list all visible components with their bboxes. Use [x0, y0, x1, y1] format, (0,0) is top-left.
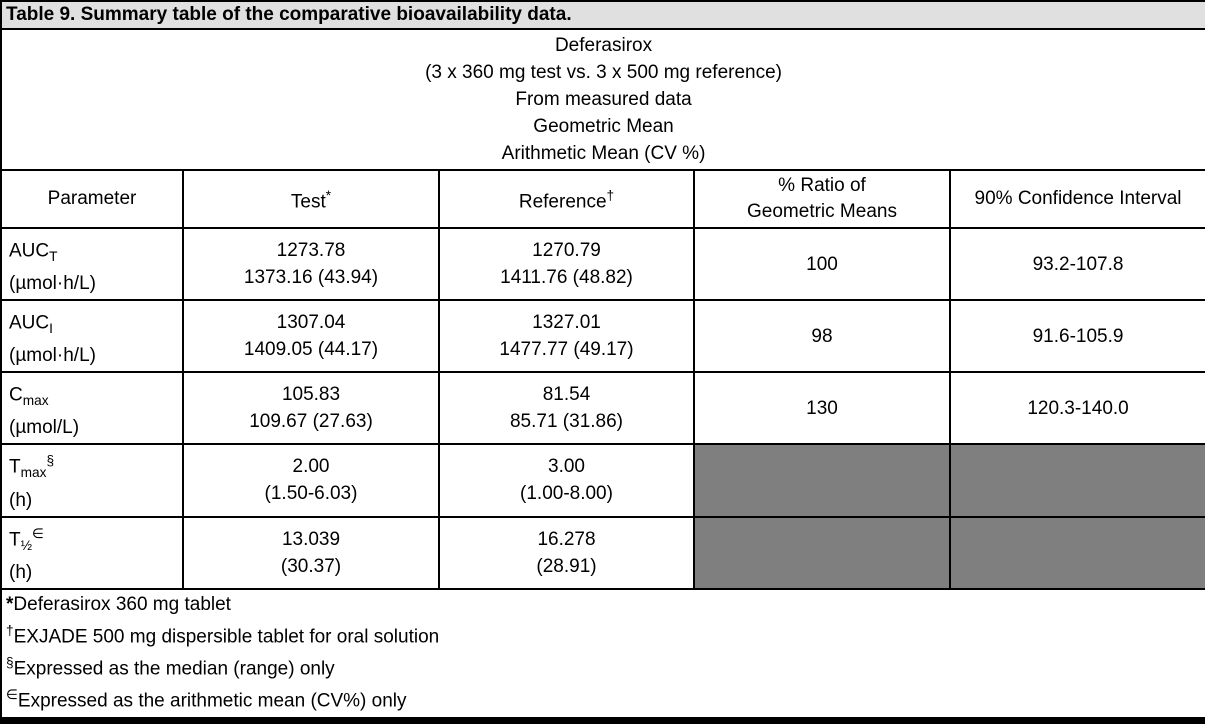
ratio-cell-shaded: [694, 517, 950, 589]
param-unit: (h): [9, 561, 33, 583]
header-line-drug: Deferasirox: [554, 35, 653, 56]
header-block: [1, 29, 1205, 170]
ratio-cell: 100: [694, 228, 950, 300]
reference-arithmetic-mean: 85.71 (31.86): [509, 411, 624, 433]
param-unit: (h): [9, 489, 33, 511]
param-sup: §: [46, 453, 55, 469]
test-cv: (30.37): [280, 555, 342, 577]
confidence-interval-cell: 120.3-140.0: [950, 372, 1205, 444]
footnote-marker-dagger: †: [6, 622, 14, 638]
footnote-marker-asterisk: *: [6, 593, 14, 615]
param-name: [9, 520, 178, 559]
param-base: AUC: [9, 240, 50, 262]
param-name: [9, 303, 178, 342]
test-arithmetic-mean: 1373.16 (43.94): [243, 267, 379, 289]
param-base: T: [9, 456, 21, 478]
param-name: [9, 375, 178, 414]
reference-cv: (28.91): [536, 555, 597, 577]
footnote-text: EXJADE 500 mg dispersible tablet for oral solution: [13, 625, 440, 647]
ratio-cell: 130: [694, 372, 950, 444]
param-sub: I: [49, 321, 53, 337]
param-name: [9, 231, 178, 270]
table-row-tmax: [1, 444, 1205, 516]
table-row-thalf: [1, 517, 1205, 589]
param-base: C: [9, 384, 23, 406]
footnote-test: [6, 592, 1201, 618]
test-cell: [183, 444, 439, 516]
reference-arithmetic-mean: 1411.76 (48.82): [500, 267, 633, 289]
reference-median: 3.00: [548, 456, 585, 478]
param-cell-auci: [1, 300, 183, 372]
col-header-ratio-line2: Geometric Means: [747, 201, 897, 222]
confidence-interval-cell-shaded: [950, 444, 1205, 516]
table-row-auci: [1, 300, 1205, 372]
reference-range: (1.00-8.00): [520, 483, 613, 505]
table-row-cmax: [1, 372, 1205, 444]
test-cell: [183, 300, 439, 372]
test-range: (1.50-6.03): [264, 483, 358, 505]
header-line-doses: (3 x 360 mg test vs. 3 x 500 mg reference): [425, 62, 782, 83]
reference-cell: [439, 300, 694, 372]
column-header-row: [1, 170, 1205, 228]
footnote-arithmetic: [6, 682, 1201, 714]
table-title-row: [1, 1, 1205, 29]
col-header-reference-label: Reference: [518, 191, 607, 213]
test-arithmetic-mean: 109.67 (27.63): [249, 411, 373, 433]
col-header-ratio-line1: % Ratio of: [778, 175, 866, 196]
footnotes-row: [1, 589, 1205, 720]
footnotes-block: [1, 589, 1205, 720]
test-cell: [183, 517, 439, 589]
header-line-source: From measured data: [515, 89, 692, 110]
reference-geometric-mean: 1270.79: [532, 240, 601, 262]
reference-footnote-marker: †: [606, 187, 615, 203]
reference-geometric-mean: 1327.01: [532, 312, 601, 334]
test-footnote-marker: *: [325, 187, 332, 203]
param-cell-cmax: [1, 372, 183, 444]
reference-cell: [439, 372, 694, 444]
col-header-confidence-interval: 90% Confidence Interval: [950, 170, 1205, 228]
col-header-test-label: Test: [290, 191, 326, 213]
param-sub: max: [22, 393, 49, 409]
param-unit: (µmol·h/L): [9, 273, 96, 295]
reference-cell: [439, 444, 694, 516]
test-geometric-mean: 1273.78: [276, 240, 346, 262]
reference-arithmetic-mean: 16.278: [537, 528, 596, 550]
param-unit: (µmol·h/L): [9, 345, 96, 367]
footnote-text: Expressed as the arithmetic mean (CV%) only: [17, 690, 407, 712]
header-block-row: [1, 29, 1205, 170]
param-cell-auct: [1, 228, 183, 300]
test-geometric-mean: 105.83: [281, 384, 341, 406]
confidence-interval-cell: 91.6-105.9: [950, 300, 1205, 372]
param-name: [9, 447, 178, 486]
param-base: T: [9, 528, 21, 550]
reference-cell: [439, 228, 694, 300]
test-cell: [183, 372, 439, 444]
param-base: AUC: [9, 312, 50, 334]
param-sub: T: [49, 249, 58, 265]
col-header-test: [183, 170, 439, 228]
test-arithmetic-mean: 13.039: [281, 528, 341, 550]
footnote-median: [6, 650, 1201, 682]
footnote-text: Expressed as the median (range) only: [13, 658, 335, 680]
col-header-reference: [439, 170, 694, 228]
confidence-interval-cell: 93.2-107.8: [950, 228, 1205, 300]
footnote-marker-section: §: [6, 654, 14, 670]
table-row-auct: [1, 228, 1205, 300]
param-sub: max: [20, 465, 47, 481]
test-geometric-mean: 1307.04: [276, 312, 346, 334]
param-sub: ½: [20, 537, 33, 553]
table-title: Table 9. Summary table of the comparative bioavailability data.: [1, 1, 1205, 29]
footnote-marker-epsilon: ∈: [6, 687, 18, 703]
test-cell: [183, 228, 439, 300]
reference-cell: [439, 517, 694, 589]
ratio-cell-shaded: [694, 444, 950, 516]
footnote-reference: [6, 618, 1201, 650]
param-cell-thalf: [1, 517, 183, 589]
ratio-cell: 98: [694, 300, 950, 372]
footnote-text: Deferasirox 360 mg tablet: [13, 593, 231, 615]
reference-geometric-mean: 81.54: [542, 384, 591, 406]
col-header-parameter: Parameter: [1, 170, 183, 228]
reference-arithmetic-mean: 1477.77 (49.17): [499, 339, 634, 361]
confidence-interval-cell-shaded: [950, 517, 1205, 589]
header-line-arithmetic-mean: Arithmetic Mean (CV %): [501, 143, 706, 164]
col-header-ratio: [694, 170, 950, 228]
param-sup: ∈: [32, 525, 44, 541]
test-median: 2.00: [292, 456, 330, 478]
param-cell-tmax: [1, 444, 183, 516]
test-arithmetic-mean: 1409.05 (44.17): [243, 339, 379, 361]
header-line-geometric-mean: Geometric Mean: [533, 116, 674, 137]
param-unit: (µmol/L): [9, 417, 80, 439]
